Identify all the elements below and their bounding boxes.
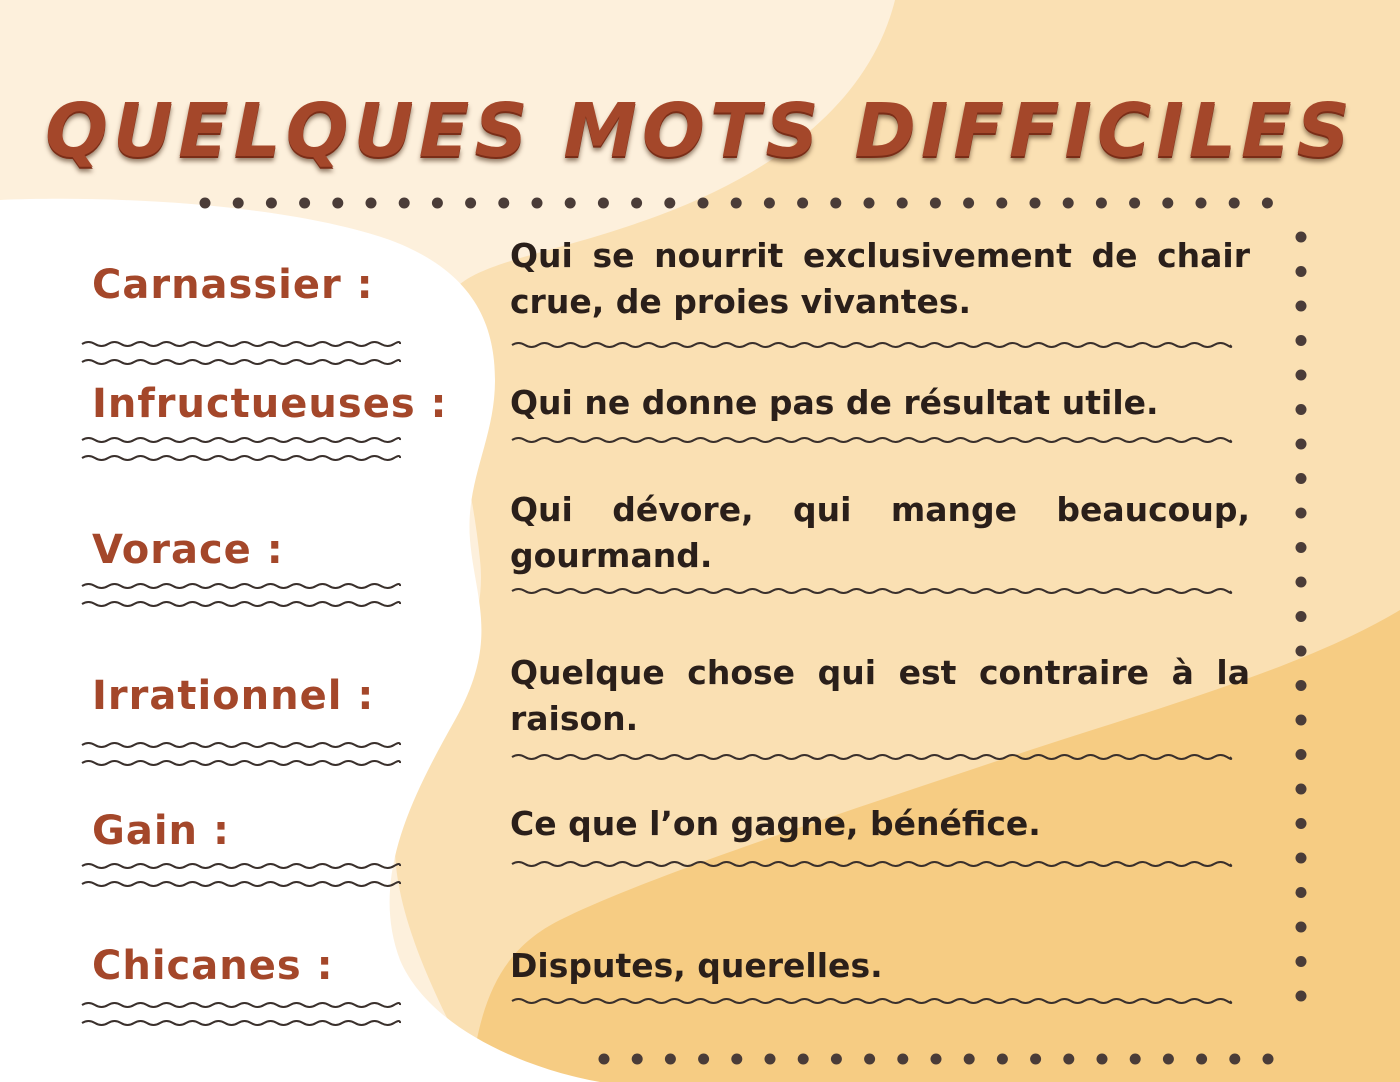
wavy-line [512,589,1231,593]
wavy-line [512,343,1231,347]
wavy-line [82,761,400,765]
definition-text: Qui se nourrit exclusivement de chair crue, de proies vivantes. [510,236,1250,321]
definition-text: Disputes, querelles. [510,946,883,985]
definition-text: Qui ne donne pas de résultat utile. [510,383,1159,422]
wavy-line [82,1003,400,1007]
wavy-line [82,743,400,747]
wavy-line [82,456,400,460]
page-title: QUELQUES MOTS DIFFICILES [45,88,1355,174]
wavy-line [512,999,1231,1003]
definition-text: Quelque chose qui est contraire à la raison. [510,653,1250,738]
term-label: Gain : [92,808,230,854]
wavy-line [512,438,1231,442]
wavy-line [82,1021,400,1025]
term-label: Carnassier : [92,262,374,308]
term-label: Irrationnel : [92,673,375,719]
wavy-line [82,342,400,346]
wavy-line [82,584,400,588]
term-label: Infructueuses : [92,381,448,427]
wavy-line [82,438,400,442]
term-label: Chicanes : [92,943,334,989]
wavy-line [82,882,400,886]
wavy-line [512,755,1231,759]
definition-text: Qui dévore, qui mange beaucoup, gourmand. [510,490,1250,575]
wavy-line [82,602,400,606]
wavy-line [512,862,1231,866]
definition-text: Ce que l’on gagne, bénéfice. [510,804,1041,843]
term-label: Vorace : [92,527,284,573]
wavy-line [82,360,400,364]
wavy-line [82,864,400,868]
